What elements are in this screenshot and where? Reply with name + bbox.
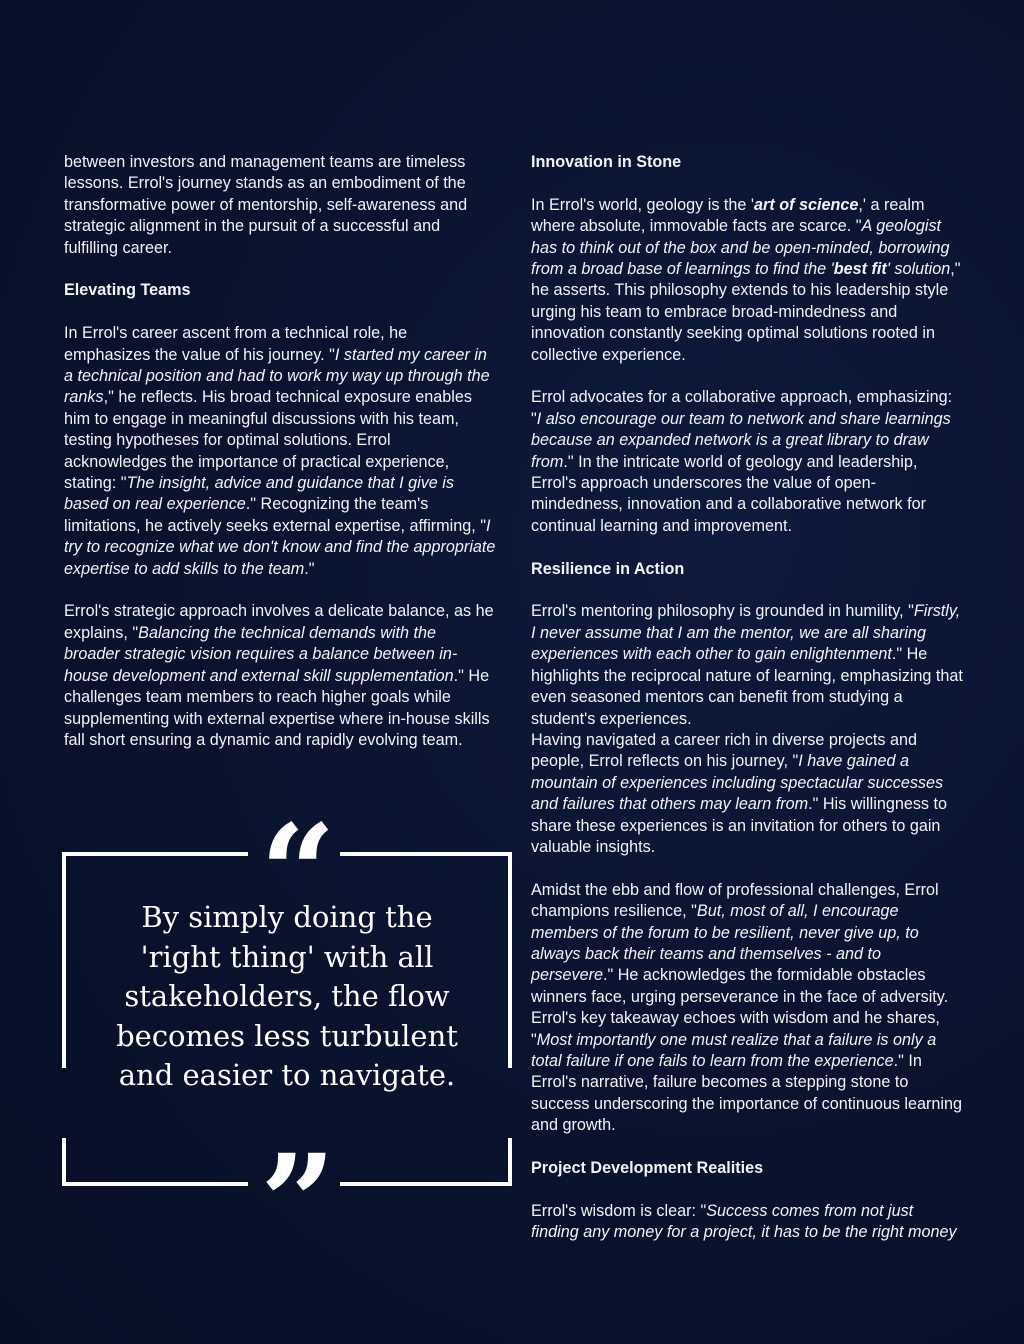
paragraph-mentoring-humility: [531, 601, 963, 729]
paragraph-resilience: [531, 880, 963, 1137]
text-span: Errol's wisdom is clear: ": [531, 1201, 707, 1220]
pull-quote: [62, 796, 512, 1281]
heading-elevating-teams: Elevating Teams: [64, 281, 191, 300]
text-span: Amidst the ebb and flow of professional challenges, Errol champions resilience, ": [531, 880, 939, 921]
paragraph-career-reflection: [531, 730, 963, 858]
paragraph-right-money: [531, 1201, 963, 1244]
quote-span: I also encourage our team to network and share learnings because an expanded network is a great library to draw from: [531, 409, 951, 471]
open-quote-icon: “: [260, 796, 336, 951]
right-column: [531, 152, 963, 1244]
frame-line: [62, 1138, 66, 1186]
text-span: ." In the intricate world of geology and leadership, Errol's approach underscores the value of open-mindedness, innovation and a collaborative network for continual learning and improvement.: [531, 452, 927, 535]
quote-span: Success comes from not just finding any money for a project, it has to be the right money: [531, 1201, 957, 1242]
paragraph-strategic-approach: [64, 601, 496, 751]
quote-span: The insight, advice and guidance that I give is based on real experience: [64, 474, 454, 514]
quote-span: I started my career in a technical position and had to work my way up through the ranks: [64, 345, 490, 407]
frame-line: [62, 852, 248, 856]
text-span: ." He challenges team members to reach higher goals while supplementing with external expertise where in-house skills fall short ensuring a dynamic and rapidly evolving team.: [64, 666, 490, 749]
paragraph-career-ascent: [64, 323, 496, 580]
text-span: In Errol's world, geology is the ': [531, 195, 755, 214]
frame-line: [62, 852, 66, 1068]
frame-line: [508, 1138, 512, 1186]
bold-italic-span: best fit: [833, 260, 887, 279]
text-span: .": [304, 559, 315, 578]
text-span: Having navigated a career rich in diverse projects and people, Errol reflects on his journey, ": [531, 730, 918, 771]
paragraph-geology-art: [531, 195, 963, 366]
quote-span: Balancing the technical demands with the broader strategic vision requires a balance between in-house development and external skill supplementation: [64, 623, 458, 685]
text-span: ," he asserts. This philosophy extends to his leadership style urging his team to embrace broad-mindedness and innovation constantly seeking optimal solutions rooted in collective experience.: [531, 260, 961, 364]
heading-resilience-in-action: Resilience in Action: [531, 559, 685, 578]
frame-line: [340, 1182, 512, 1186]
pull-quote-text: By simply doing the 'right thing' with all stakeholders, the flow becomes less turbulent and easier to navigate.: [116, 900, 458, 1092]
quote-span: But, most of all, I encourage members of the forum to be resilient, never give up, to always back their teams and themselves - and to persevere: [531, 902, 919, 985]
quote-span: I have gained a mountain of experiences including spectacular successes and failures that others may learn from: [531, 752, 944, 814]
text-span: Errol's mentoring philosophy is grounded in humility, ": [531, 602, 914, 621]
left-column: [64, 152, 496, 773]
bold-italic-span: art of science: [754, 195, 859, 214]
text-span: ." He highlights the reciprocal nature of learning, emphasizing that even seasoned mentors can benefit from studying a student's experiences.: [531, 645, 963, 728]
text-span: ." In Errol's narrative, failure becomes a stepping stone to success underscoring the importance of continuous learning and growth.: [531, 1051, 963, 1135]
text-span: ." Recognizing the team's limitations, he actively seeks external expertise, affirming, ": [64, 495, 487, 535]
text-span: Errol advocates for a collaborative approach, emphasizing: ": [531, 388, 953, 428]
frame-line: [340, 852, 512, 856]
text-span: ." His willingness to share these experiences is an invitation for others to gain valuable insights.: [531, 795, 948, 856]
quote-span: I try to recognize what we don't know and find the appropriate expertise to add skills to the team: [64, 516, 496, 578]
frame-line: [62, 1182, 248, 1186]
quote-span: ' solution: [886, 260, 951, 279]
close-quote-icon: ”: [260, 1126, 336, 1281]
text-span: In Errol's career ascent from a technical role, he emphasizes the value of his journey. ": [64, 324, 408, 364]
text-span: ,' a realm where absolute, immovable facts are scarce. ": [531, 195, 925, 236]
heading-project-development: Project Development Realities: [531, 1159, 764, 1177]
quote-span: Firstly, I never assume that I am the mentor, we are all sharing experiences with each other to gain enlightenment: [531, 602, 961, 664]
paragraph-intro: between investors and management teams are timeless lessons. Errol's journey stands as an embodiment of the transformative power of mentorship, self-awareness and strategic alignment in the pursuit of a successful and fulfilling career.: [64, 153, 468, 257]
heading-innovation-in-stone: Innovation in Stone: [531, 153, 682, 171]
quote-span: Most importantly one must realize that a failure is only a total failure if one fails to learn from the experience: [531, 1030, 937, 1070]
paragraph-collaborative: [531, 387, 963, 537]
frame-line: [508, 852, 512, 1068]
quote-span: A geologist has to think out of the box and be open-minded, borrowing from a broad base of learnings to find the ': [531, 217, 950, 279]
text-span: Errol's strategic approach involves a delicate balance, as he explains, ": [64, 602, 494, 642]
text-span: ." He acknowledges the formidable obstacles winners face, urging perseverance in the face of adversity. Errol's key takeaway echoes with wisdom and he shares, ": [531, 966, 949, 1049]
text-span: ," he reflects. His broad technical exposure enables him to engage in meaningful discussions with his team, testing hypotheses for optimal solutions. Errol acknowledges the importance of practical experience, stating: ": [64, 388, 472, 493]
